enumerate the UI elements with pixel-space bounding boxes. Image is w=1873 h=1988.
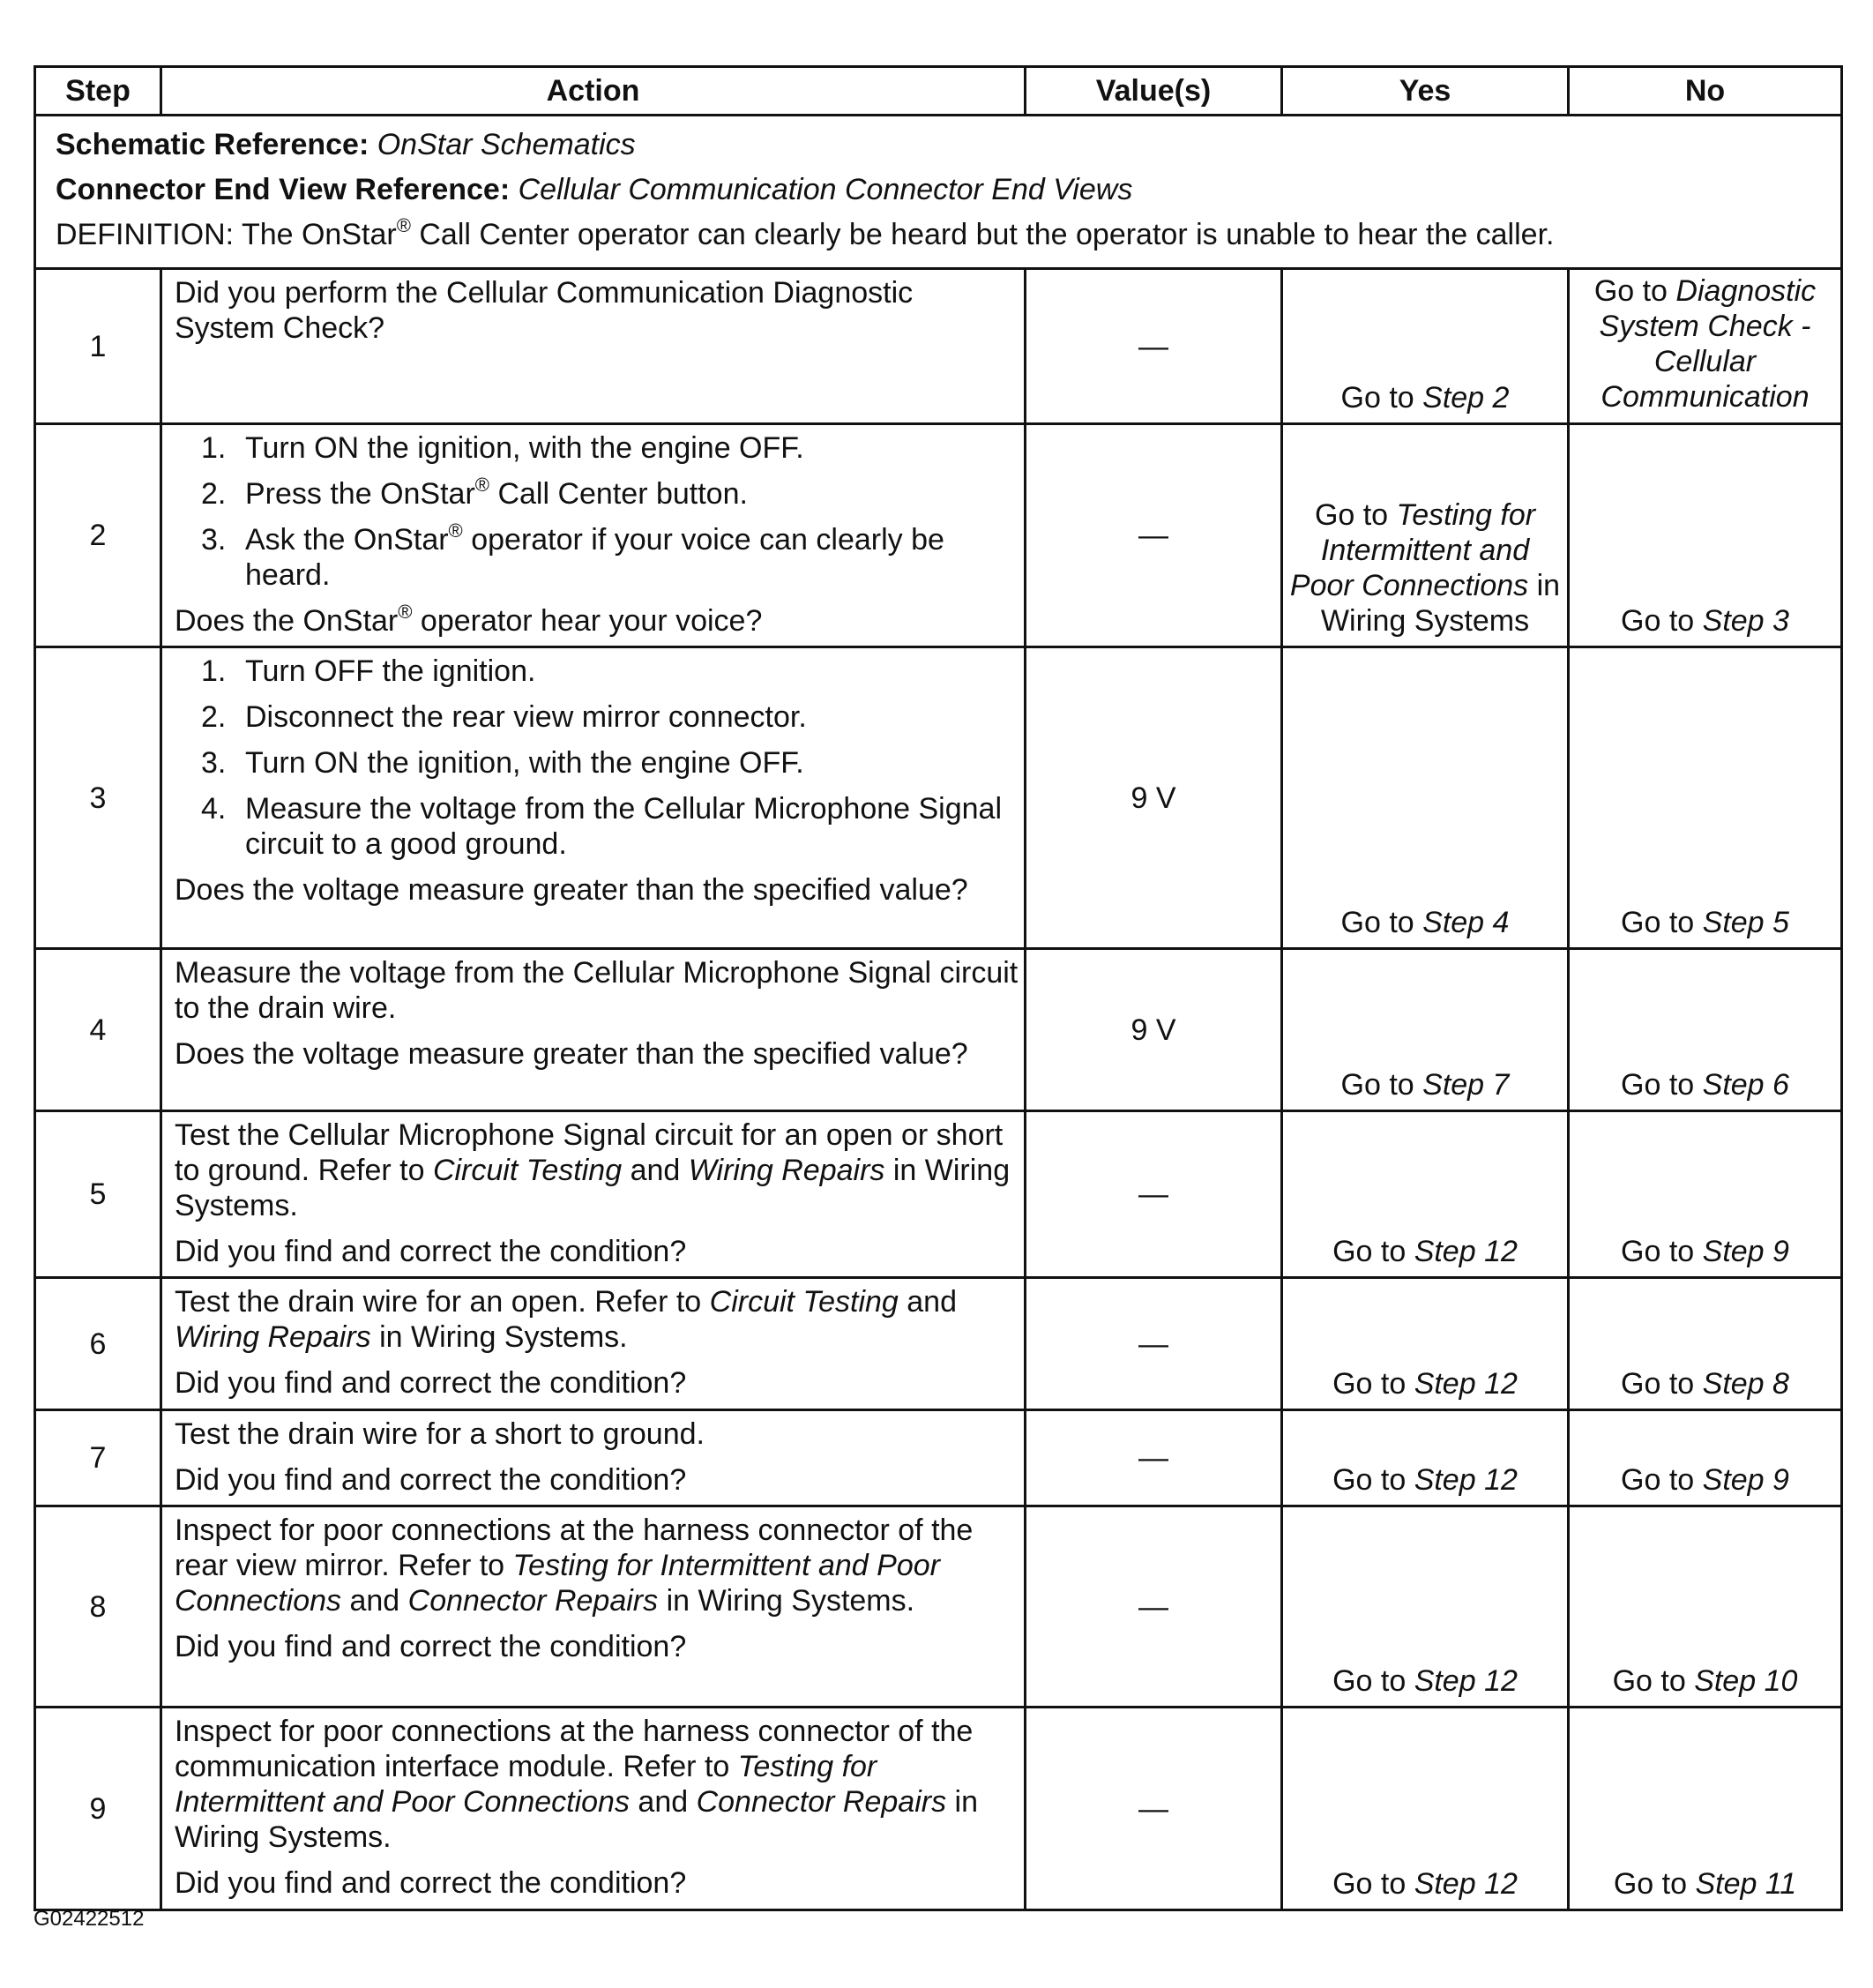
action-list xyxy=(175,654,1020,862)
yes-link[interactable]: Step 12 xyxy=(1414,1235,1518,1268)
header-values: Value(s) xyxy=(1026,67,1282,116)
table-row xyxy=(35,1278,1842,1410)
yes-cell xyxy=(1282,949,1569,1111)
header-no: No xyxy=(1569,67,1842,116)
action-cell xyxy=(161,1506,1026,1708)
yes-prefix: Go to xyxy=(1332,1235,1414,1268)
yes-cell xyxy=(1282,1506,1569,1708)
no-link[interactable]: Step 6 xyxy=(1702,1068,1789,1102)
action-text: Measure the voltage from the Cellular Microphone Signal circuit to the drain wire. xyxy=(175,956,1019,1025)
reference-link[interactable]: Circuit Testing xyxy=(432,1154,623,1187)
yes-suffix: in Wiring Systems xyxy=(1320,569,1561,638)
list-item: 3. Turn ON the ignition, with the engine OFF. xyxy=(201,746,804,780)
list-item: 3. Ask the OnStar® operator if your voice can clearly be heard. xyxy=(201,519,944,592)
action-cell xyxy=(161,949,1026,1111)
step-number: 6 xyxy=(35,1278,161,1410)
yes-link[interactable]: Step 12 xyxy=(1414,1367,1518,1401)
step-number: 8 xyxy=(35,1506,161,1708)
value-cell: — xyxy=(1026,269,1282,424)
no-prefix: Go to xyxy=(1621,1463,1703,1497)
figure-id: G02422512 xyxy=(34,1907,145,1931)
no-prefix: Go to xyxy=(1593,274,1676,308)
definition xyxy=(56,213,1821,258)
value-cell: — xyxy=(1026,1410,1282,1506)
step-number: 3 xyxy=(35,647,161,949)
yes-cell xyxy=(1282,647,1569,949)
yes-link[interactable]: Step 4 xyxy=(1422,906,1510,939)
action-question: Did you find and correct the condition? xyxy=(175,1463,687,1497)
yes-link[interactable]: Step 12 xyxy=(1414,1664,1518,1698)
yes-cell xyxy=(1282,1410,1569,1506)
action-cell xyxy=(161,1278,1026,1410)
yes-cell xyxy=(1282,1708,1569,1910)
schematic-reference xyxy=(56,123,1821,168)
connector-reference-label: Connector End View Reference: xyxy=(56,173,511,206)
no-cell xyxy=(1569,1278,1842,1410)
action-text: Did you perform the Cellular Communication Diagnostic System Check? xyxy=(175,276,914,345)
header-action: Action xyxy=(161,67,1026,116)
no-link[interactable]: Step 3 xyxy=(1702,604,1789,638)
no-prefix: Go to xyxy=(1612,1664,1695,1698)
reference-row xyxy=(35,116,1842,269)
list-item: 4. Measure the voltage from the Cellular Microphone Signal circuit to a good ground. xyxy=(201,792,1003,861)
table-row xyxy=(35,949,1842,1111)
yes-prefix: Go to xyxy=(1332,1664,1414,1698)
no-link[interactable]: Diagnostic System Check - Cellular Communication xyxy=(1599,274,1817,414)
yes-prefix: Go to xyxy=(1340,906,1423,939)
registered-mark: ® xyxy=(396,214,411,236)
reference-link[interactable]: Connector Repairs xyxy=(696,1785,947,1819)
yes-link[interactable]: Step 12 xyxy=(1414,1867,1518,1901)
no-prefix: Go to xyxy=(1621,1235,1703,1268)
table-row xyxy=(35,1410,1842,1506)
registered-mark: ® xyxy=(448,519,463,542)
header-step: Step xyxy=(35,67,161,116)
no-prefix: Go to xyxy=(1621,1068,1703,1102)
definition-start: DEFINITION: The OnStar xyxy=(56,218,397,251)
table-row xyxy=(35,1111,1842,1278)
yes-link[interactable]: Step 12 xyxy=(1414,1463,1518,1497)
list-item: 2. Press the OnStar® Call Center button. xyxy=(201,474,748,511)
step-number: 5 xyxy=(35,1111,161,1278)
no-link[interactable]: Step 8 xyxy=(1702,1367,1789,1401)
value-cell: 9 V xyxy=(1026,647,1282,949)
header-row xyxy=(35,67,1842,116)
connector-reference xyxy=(56,168,1821,213)
value-cell: 9 V xyxy=(1026,949,1282,1111)
no-prefix: Go to xyxy=(1613,1867,1696,1901)
list-item: 2. Disconnect the rear view mirror connector. xyxy=(201,700,807,734)
reference-link[interactable]: Testing for Intermittent and Poor Connections xyxy=(175,1750,877,1819)
reference-link[interactable]: Testing for Intermittent and Poor Connections xyxy=(175,1549,940,1618)
action-cell xyxy=(161,1708,1026,1910)
no-cell xyxy=(1569,269,1842,424)
action-text: Inspect for poor connections at the harness connector of the rear view mirror. Refer to Testing for Intermittent and Poor Connections and Connector Repairs in Wiring Systems. xyxy=(175,1513,974,1618)
reference-link[interactable]: Connector Repairs xyxy=(407,1584,659,1618)
step-number: 1 xyxy=(35,269,161,424)
table-row xyxy=(35,269,1842,424)
yes-link[interactable]: Testing for Intermittent and Poor Connections xyxy=(1289,498,1536,602)
action-question: Did you find and correct the condition? xyxy=(175,1866,687,1900)
value-cell: — xyxy=(1026,424,1282,647)
action-question: Did you find and correct the condition? xyxy=(175,1366,687,1400)
no-cell xyxy=(1569,1111,1842,1278)
no-cell xyxy=(1569,1708,1842,1910)
action-cell xyxy=(161,1410,1026,1506)
yes-link[interactable]: Step 2 xyxy=(1422,381,1510,415)
action-cell xyxy=(161,424,1026,647)
action-question: Did you find and correct the condition? xyxy=(175,1630,687,1663)
step-number: 9 xyxy=(35,1708,161,1910)
no-prefix: Go to xyxy=(1621,604,1703,638)
table-row xyxy=(35,424,1842,647)
yes-cell xyxy=(1282,269,1569,424)
list-item: 1. Turn ON the ignition, with the engine OFF. xyxy=(201,431,804,465)
definition-end: Call Center operator can clearly be heard but the operator is unable to hear the caller. xyxy=(410,218,1555,251)
step-number: 7 xyxy=(35,1410,161,1506)
action-text: Test the drain wire for an open. Refer to Circuit Testing and Wiring Repairs in Wiring Systems. xyxy=(175,1285,958,1354)
no-prefix: Go to xyxy=(1621,1367,1703,1401)
action-list xyxy=(175,430,1020,593)
action-question: Did you find and correct the condition? xyxy=(175,1235,687,1268)
table-row xyxy=(35,1708,1842,1910)
value-cell: — xyxy=(1026,1708,1282,1910)
action-question: Does the OnStar® operator hear your voice? xyxy=(175,601,763,638)
action-text: Test the drain wire for a short to ground. xyxy=(175,1417,705,1451)
yes-prefix: Go to xyxy=(1332,1367,1414,1401)
step-number: 2 xyxy=(35,424,161,647)
no-link[interactable]: Step 9 xyxy=(1702,1463,1789,1497)
list-item: 1. Turn OFF the ignition. xyxy=(201,654,536,688)
value-cell: — xyxy=(1026,1506,1282,1708)
no-prefix: Go to xyxy=(1621,906,1703,939)
action-question: Does the voltage measure greater than the specified value? xyxy=(175,873,968,907)
yes-prefix: Go to xyxy=(1332,1867,1414,1901)
action-question: Does the voltage measure greater than the specified value? xyxy=(175,1037,968,1071)
no-cell xyxy=(1569,1410,1842,1506)
value-cell: — xyxy=(1026,1278,1282,1410)
header-yes: Yes xyxy=(1282,67,1569,116)
yes-cell xyxy=(1282,1111,1569,1278)
schematic-reference-label: Schematic Reference: xyxy=(56,128,369,161)
no-cell xyxy=(1569,1506,1842,1708)
yes-prefix: Go to xyxy=(1332,1463,1414,1497)
reference-link[interactable]: Wiring Repairs xyxy=(688,1154,885,1187)
diagnostic-table xyxy=(34,65,1843,1911)
yes-cell xyxy=(1282,424,1569,647)
action-cell xyxy=(161,647,1026,949)
action-cell xyxy=(161,269,1026,424)
yes-prefix: Go to xyxy=(1314,498,1397,532)
connector-reference-link[interactable]: Cellular Communication Connector End Views xyxy=(518,173,1133,206)
action-cell xyxy=(161,1111,1026,1278)
reference-link[interactable]: Circuit Testing xyxy=(709,1285,899,1319)
no-cell xyxy=(1569,647,1842,949)
schematic-reference-link[interactable]: OnStar Schematics xyxy=(377,128,636,161)
table-row xyxy=(35,647,1842,949)
no-link[interactable]: Step 9 xyxy=(1702,1235,1789,1268)
value-cell: — xyxy=(1026,1111,1282,1278)
no-cell xyxy=(1569,949,1842,1111)
registered-mark: ® xyxy=(398,601,413,623)
yes-prefix: Go to xyxy=(1340,1068,1423,1102)
no-link[interactable]: Step 5 xyxy=(1702,906,1789,939)
no-link[interactable]: Step 11 xyxy=(1695,1867,1797,1901)
yes-cell xyxy=(1282,1278,1569,1410)
no-cell xyxy=(1569,424,1842,647)
registered-mark: ® xyxy=(474,474,489,496)
table-row xyxy=(35,1506,1842,1708)
reference-link[interactable]: Wiring Repairs xyxy=(175,1320,371,1354)
no-link[interactable]: Step 10 xyxy=(1694,1664,1798,1698)
action-text: Inspect for poor connections at the harness connector of the communication interface module. Refer to Testing for Intermittent and Poor Connections and Connector Repairs in Wiring Systems. xyxy=(175,1715,978,1854)
yes-prefix: Go to xyxy=(1340,381,1423,415)
yes-link[interactable]: Step 7 xyxy=(1422,1068,1510,1102)
step-number: 4 xyxy=(35,949,161,1111)
reference-cell xyxy=(35,116,1842,269)
action-text: Test the Cellular Microphone Signal circuit for an open or short to ground. Refer to Circuit Testing and Wiring Repairs in Wiring Systems. xyxy=(175,1118,1011,1222)
